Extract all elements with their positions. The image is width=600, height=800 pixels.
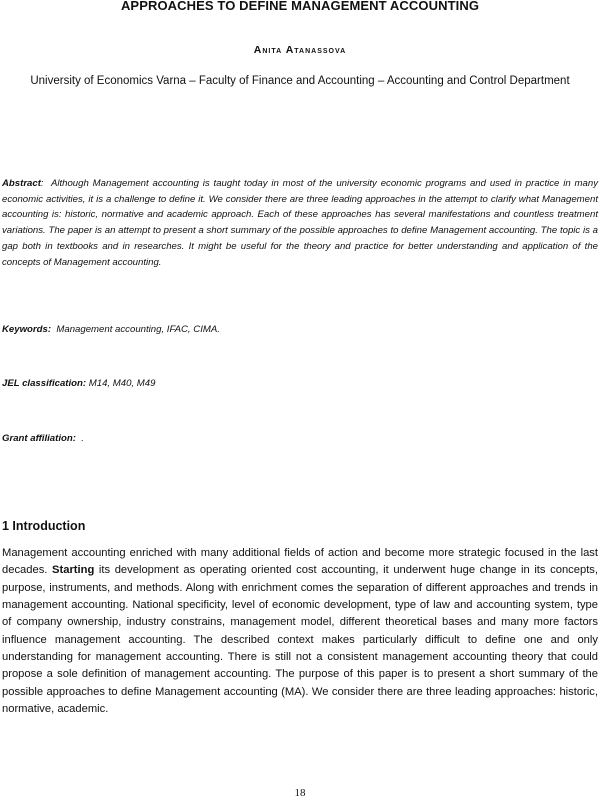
keywords-label: Keywords:: [2, 324, 52, 335]
body-text-rest: its development as operating oriented cost accounting, it underwent huge change in its concepts, purpose, instruments, and methods. Along with enrichment comes the separation of different approaches and trends in management accounting. National specificity, level of economic development, type of law and accounting system, type of company ownership, industry constrains, management model, different theoretical bases and many more factors influence management accounting. The described context makes particularly difficult to define one and only understanding for management accounting. There is still not a consistent management accounting theory that could propose a sole definition of management accounting. The purpose of this paper is to present a short summary of the possible approaches to define Management accounting (MA). We consider there are three leading approaches: historic, normative, academic.: [2, 564, 599, 716]
grant-label: Grant affiliation:: [2, 433, 76, 444]
keywords-text: Management accounting, IFAC, CIMA.: [56, 324, 220, 335]
page-number: 18: [294, 787, 306, 799]
body-text-start: Management accounting enriched with many additional fields of action and become more strategic focused in the last decades.: [2, 547, 598, 577]
grant-text: .: [81, 433, 84, 444]
author-name: Anita Atanassova: [253, 44, 347, 56]
body-bold-word: Starting: [52, 564, 95, 577]
grant-affiliation: [2, 433, 84, 444]
jel-text: M14, M40, M49: [88, 378, 156, 389]
abstract-label: Abstract: [2, 178, 41, 189]
section-heading: 1 Introduction: [2, 519, 86, 533]
jel-classification: [2, 378, 155, 389]
abstract-text: Although Management accounting is taught today in most of the university economic programs and used in practice in many economic activities, it is a challenge to define it. We consider there are three leading approaches in the attempt to clarify what Management accounting is: historic, normative and academic approach. Each of these approaches has several manifestations and countless treatment variations. The paper is an attempt to present a short summary of the possible approaches to define Management accounting. The topic is a gap both in textbooks and in researches. It might be useful for the theory and practice for better understanding and application of the concepts of Management accounting.: [2, 178, 599, 268]
author-affiliation: University of Economics Varna – Faculty of Finance and Accounting – Accounting and Control Department: [30, 75, 570, 87]
keywords: [2, 324, 220, 335]
jel-label: JEL classification:: [2, 378, 87, 389]
paper-title: APPROACHES TO DEFINE MANAGEMENT ACCOUNTING: [120, 0, 480, 13]
section-body: [2, 545, 598, 718]
abstract: Abstract: Although Management accounting is taught today in most of the university economic programs and used in practice in many economic activities, it is a challenge to define it. We consider there are three leading approaches in the attempt to clarify what Management accounting is: historic, normative and academic approach. Each of these approaches has several manifestations and countless treatment variations. The paper is an attempt to present a short summary of the possible approaches to define Management accounting. The topic is a gap both in textbooks and in researches. It might be useful for the theory and practice for better understanding and application of the concepts of Management accounting.: [2, 178, 599, 268]
